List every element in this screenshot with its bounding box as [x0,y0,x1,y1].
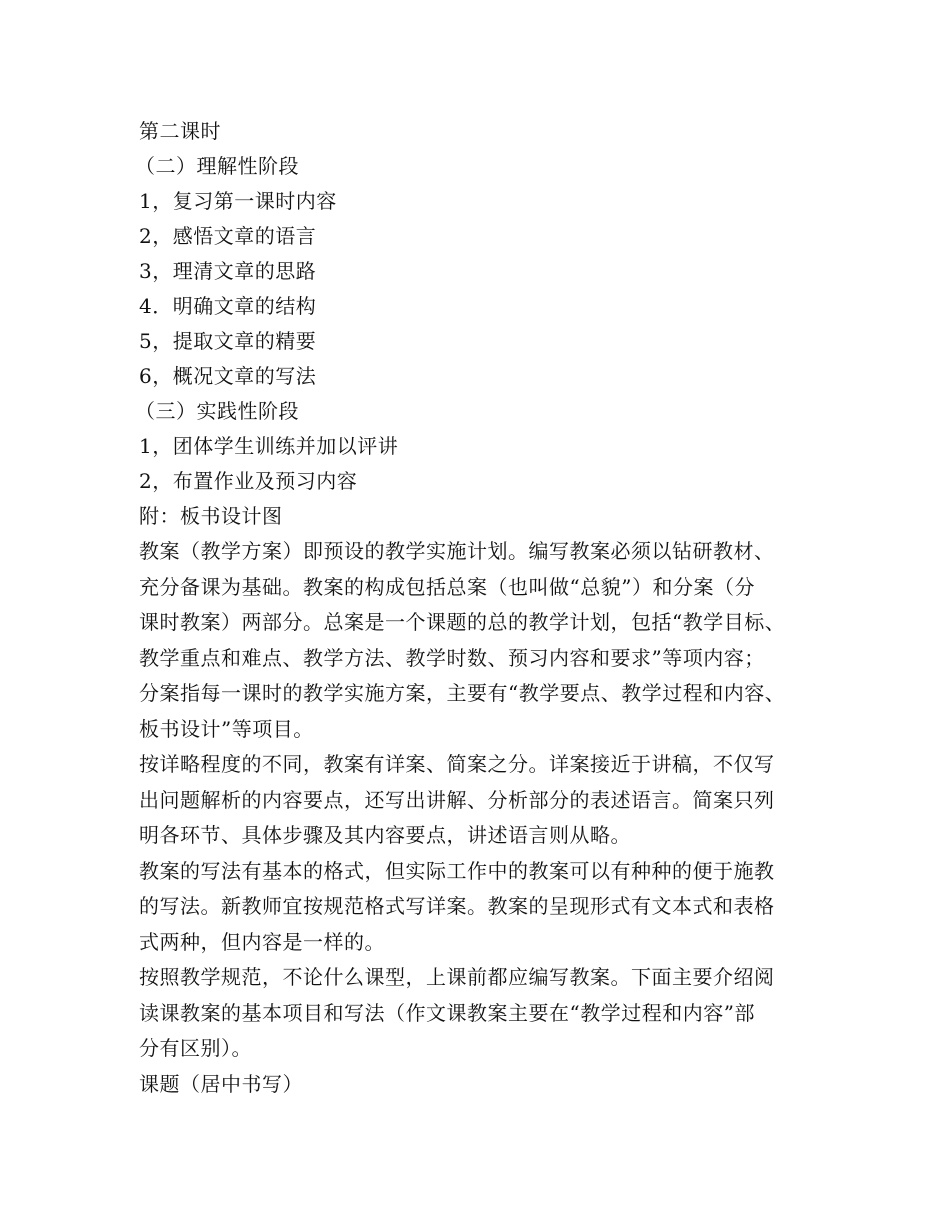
paragraph-line: 充分备课为基础。教案的构成包括总案（也叫做“总貌”）和分案（分 [139,574,755,599]
paragraph-line: 出问题解析的内容要点，还写出讲解、分析部分的表述语言。简案只列 [139,787,775,812]
paragraph-line: 按照教学规范，不论什么课型，上课前都应编写教案。下面主要介绍阅 [139,965,775,989]
paragraph-line: 课时教案）两部分。总案是一个课题的总的教学计划，包括“教学目标、 [139,610,786,634]
list-item: 4．明确文章的结构 [139,294,317,318]
paragraph-line: 教学重点和难点、教学方法、教学时数、预习内容和要求”等项内容； [139,645,765,670]
list-item: 3，理清文章的思路 [139,259,317,283]
paragraph-line: 读课教案的基本项目和写法（作文课教案主要在“教学过程和内容”部 [139,1000,755,1025]
appendix-label: 附：板书设计图 [139,504,283,528]
paragraph-line: 的写法。新教师宜按规范格式写详案。教案的呈现形式有文本式和表格 [139,894,775,918]
paragraph-line: 明各环节、具体步骤及其内容要点，讲述语言则从略。 [139,823,631,847]
paragraph-line: 板书设计”等项目。 [139,716,314,741]
paragraph-line: 分案指每一课时的教学实施方案，主要有“教学要点、教学过程和内容、 [139,681,786,705]
paragraph-line: 教案（教学方案）即预设的教学实施计划。编写教案必须以钻研教材、 [139,539,775,563]
paragraph-line: 教案的写法有基本的格式，但实际工作中的教案可以有种种的便于施教 [139,858,775,883]
section-heading: （二）理解性阶段 [135,154,299,178]
section-heading: （三）实践性阶段 [135,399,299,423]
document-page [135,114,839,1102]
paragraph-line: 分有区别）。 [139,1036,252,1060]
list-item: 1，复习第一课时内容 [139,189,337,213]
paragraph-line: 课题（居中书写） [139,1071,303,1096]
heading-lesson: 第二课时 [139,119,221,143]
list-item: 1，团体学生训练并加以评讲 [139,434,399,458]
list-item: 2，感悟文章的语言 [139,224,317,248]
paragraph-line: 按详略程度的不同，教案有详案、简案之分。详案接近于讲稿，不仅写 [139,752,775,776]
list-item: 6，概况文章的写法 [139,364,317,388]
list-item: 5，提取文章的精要 [139,329,317,353]
list-item: 2，布置作业及预习内容 [139,469,358,493]
paragraph-line: 式两种，但内容是一样的。 [139,929,385,954]
